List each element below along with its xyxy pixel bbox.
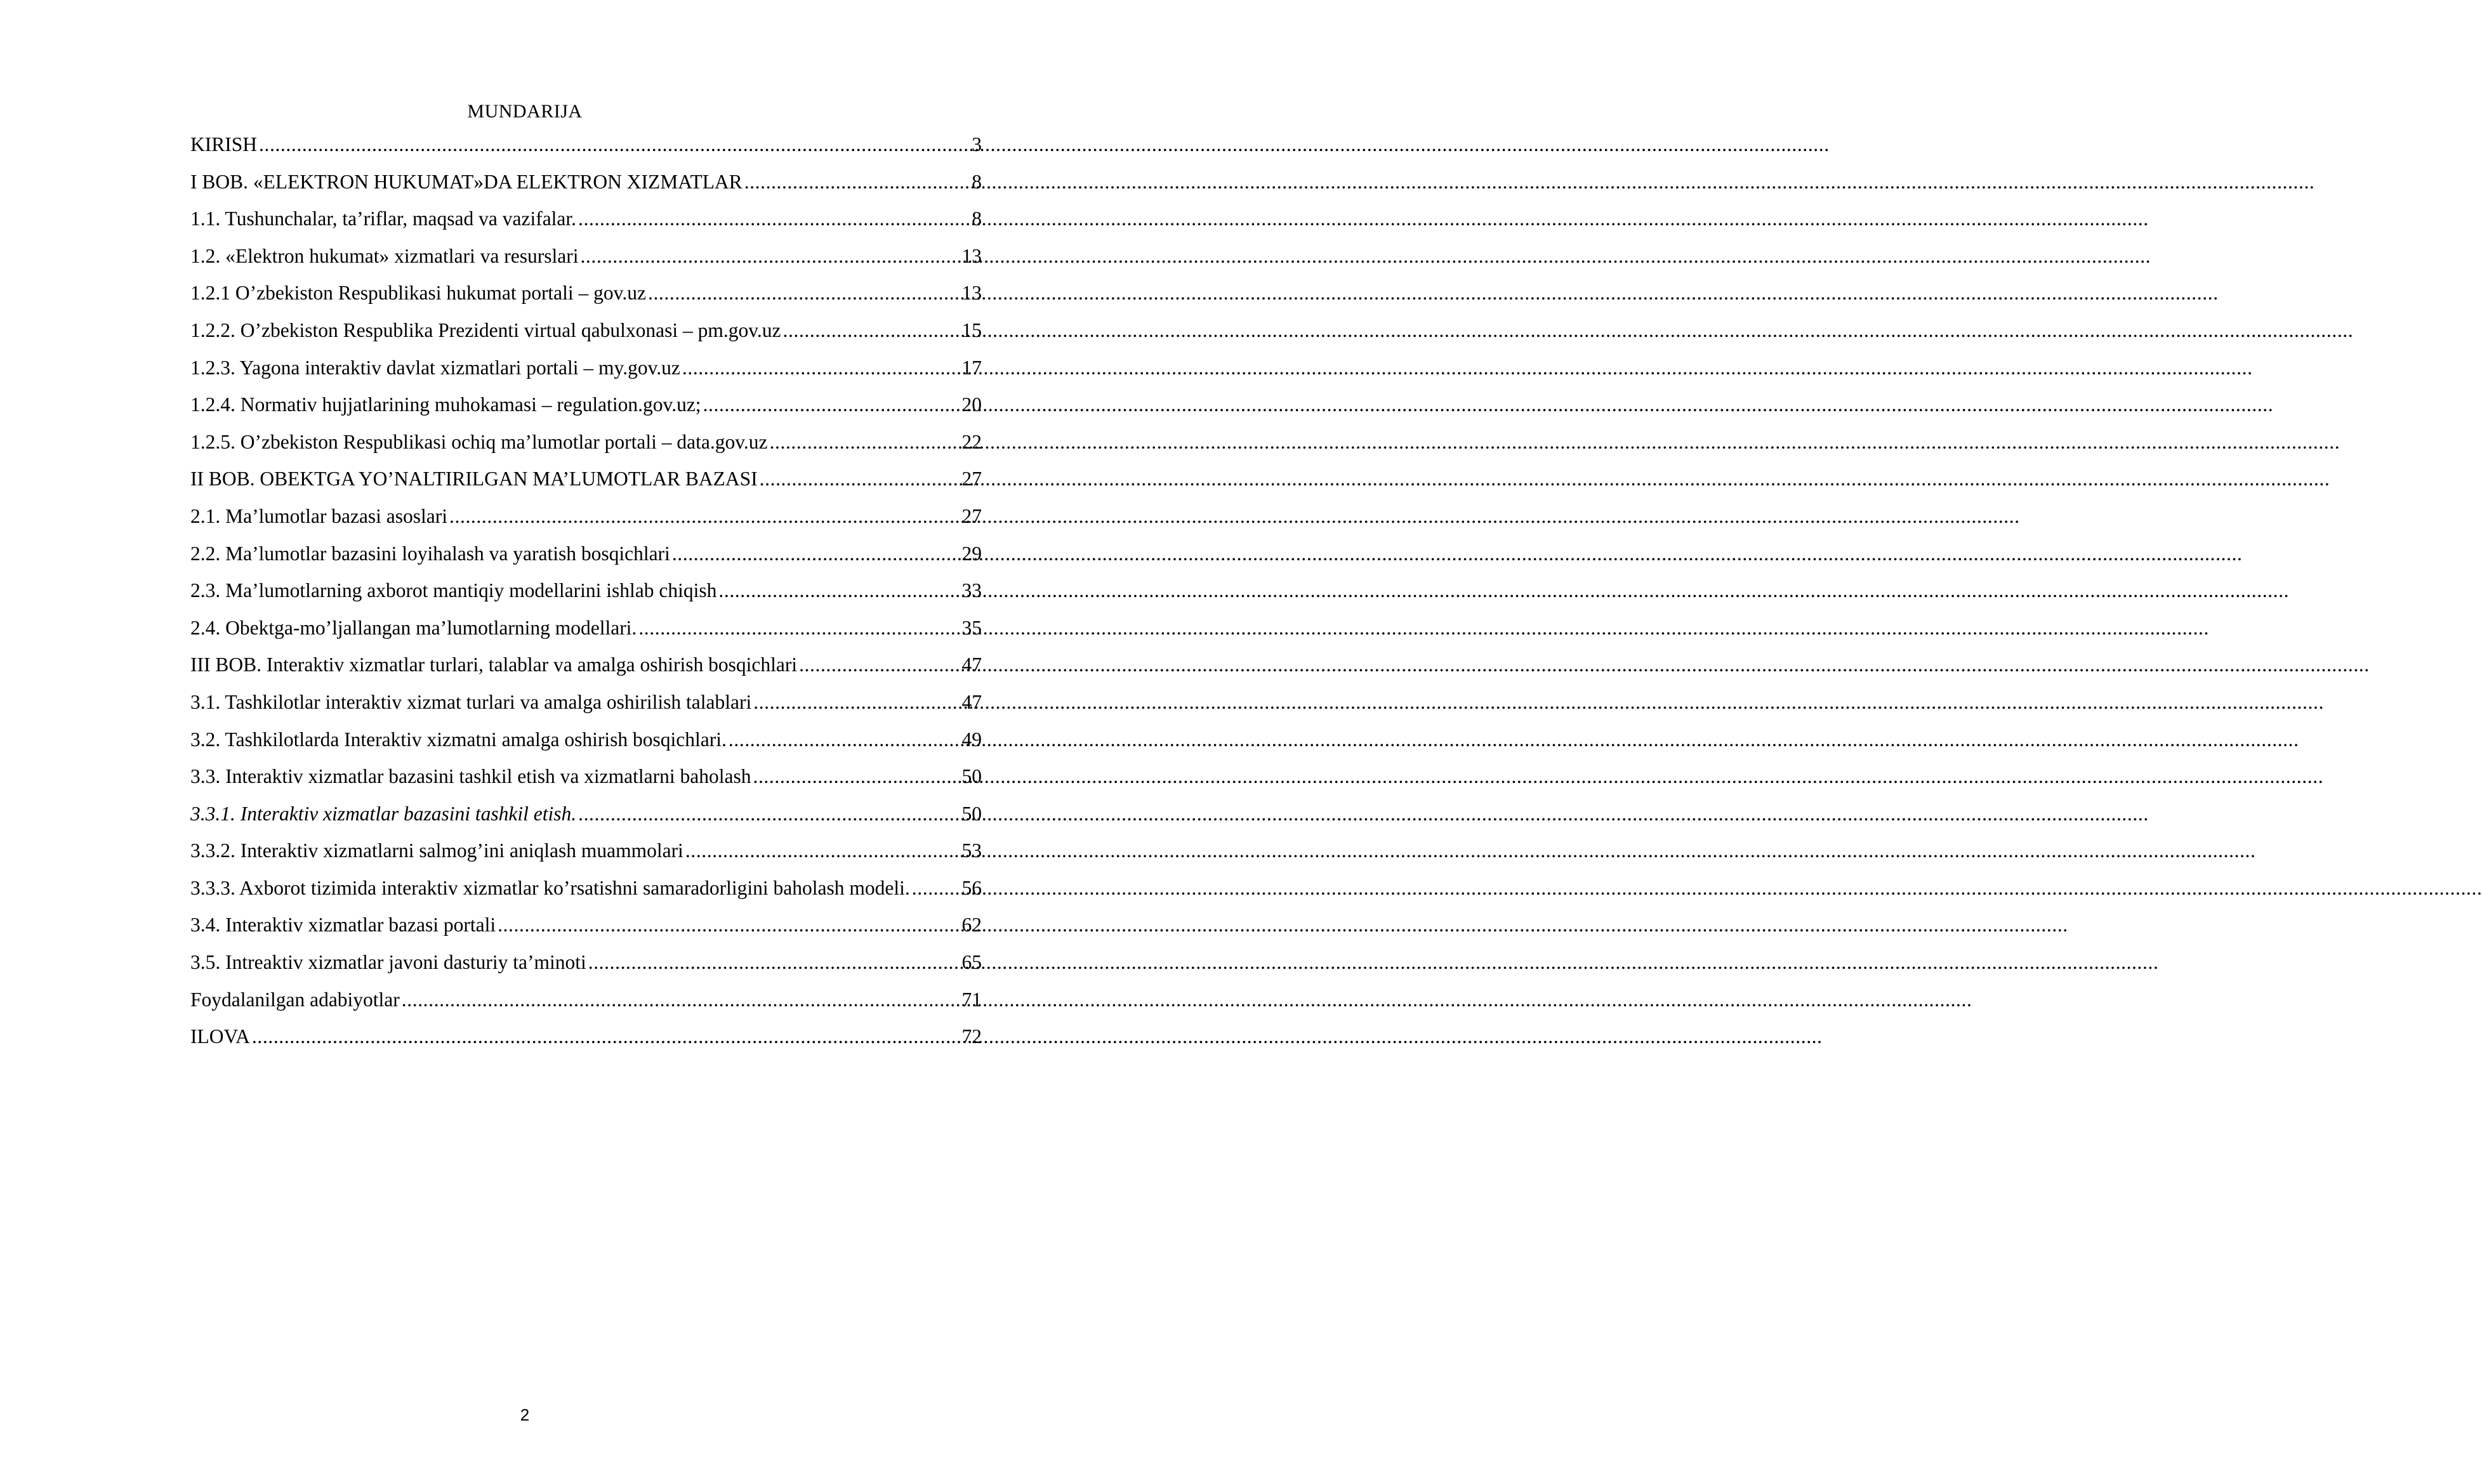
toc-entry-title: ILOVA	[190, 1025, 250, 1048]
toc-entry-page: 17	[961, 356, 982, 379]
toc-entry-page: 8	[972, 207, 982, 230]
toc-entry-page: 47	[961, 653, 982, 676]
toc-entry-title: 3.3.1. Interaktiv xizmatlar bazasini tashkil etish.	[190, 802, 577, 825]
toc-entry-title: 1.2. «Elektron hukumat» xizmatlari va resurslari	[190, 244, 579, 267]
toc-dot-leader	[703, 391, 962, 419]
toc-entry[interactable]	[190, 837, 982, 874]
toc-entry-title: 1.2.2. O’zbekiston Respublika Prezidenti virtual qabulxonasi – pm.gov.uz	[190, 318, 781, 341]
toc-entry-page: 56	[961, 876, 982, 899]
toc-dot-leader	[449, 502, 961, 530]
toc-dot-leader	[685, 837, 962, 865]
toc-entry[interactable]	[190, 502, 982, 540]
toc-entry[interactable]	[190, 651, 982, 688]
toc-entry-title: 3.1. Tashkilotlar interaktiv xizmat turlari va amalga oshirilish talablari	[190, 690, 752, 713]
toc-entry-page: 50	[961, 802, 982, 825]
toc-entry[interactable]	[190, 279, 982, 317]
toc-entry-title: 3.3.2. Interaktiv xizmatlarni salmog’ini aniqlash muammolari	[190, 839, 683, 862]
toc-entry-page: 29	[961, 542, 982, 565]
toc-entry-page: 65	[961, 951, 982, 974]
toc-entry-title: 3.4. Interaktiv xizmatlar bazasi portali	[190, 914, 496, 936]
toc-entry[interactable]	[190, 614, 982, 652]
toc-entry[interactable]	[190, 726, 982, 763]
toc-entry[interactable]	[190, 354, 982, 391]
toc-entry-title: 1.2.4. Normativ hujjatlarining muhokamasi – regulation.gov.uz;	[190, 393, 701, 416]
toc-entry[interactable]	[190, 688, 982, 726]
toc-dot-leader	[718, 577, 961, 605]
toc-entry-page: 53	[961, 839, 982, 862]
toc-entry[interactable]	[190, 911, 982, 949]
toc-entry-page: 27	[961, 468, 982, 490]
toc-dot-leader	[753, 763, 961, 791]
toc-entry-title: Foydalanilgan adabiyotlar	[190, 988, 400, 1011]
toc-entry-page: 20	[961, 393, 982, 416]
toc-dot-leader	[402, 986, 962, 1014]
toc-entry-title: 2.4. Obektga-mo’ljallangan ma’lumotlarning modellari.	[190, 616, 637, 639]
toc-entry-title: 2.1. Ma’lumotlar bazasi asoslari	[190, 504, 448, 527]
toc-entry[interactable]	[190, 874, 982, 912]
toc-entry[interactable]	[190, 168, 982, 206]
toc-dot-leader	[760, 465, 962, 493]
toc-entry-page: 62	[961, 914, 982, 936]
toc-entry-title: 2.3. Ma’lumotlarning axborot mantiqiy modellarini ishlab chiqish	[190, 579, 717, 602]
toc-entry-page: 33	[961, 579, 982, 602]
toc-entry[interactable]	[190, 131, 982, 168]
toc-entry[interactable]	[190, 1023, 982, 1060]
toc-entry-title: I BOB. «ELEKTRON HUKUMAT»DA ELEKTRON XIZMATLAR	[190, 170, 743, 193]
page-title: MUNDARIJA	[467, 101, 583, 122]
toc-entry-page: 3	[972, 133, 982, 155]
toc-entry[interactable]	[190, 428, 982, 466]
toc-entry[interactable]	[190, 763, 982, 800]
toc-entry-title: 2.2. Ma’lumotlar bazasini loyihalash va yaratish bosqichlari	[190, 542, 670, 565]
toc-entry-page: 13	[961, 244, 982, 267]
toc-dot-leader	[259, 131, 972, 159]
toc-entry-page: 49	[961, 728, 982, 751]
toc-entry-page: 71	[961, 988, 982, 1011]
toc-entry[interactable]	[190, 577, 982, 614]
toc-dot-leader	[672, 540, 962, 568]
toc-entry-page: 47	[961, 690, 982, 713]
toc-dot-leader	[498, 911, 961, 939]
toc-entry[interactable]	[190, 465, 982, 502]
toc-dot-leader	[770, 428, 962, 456]
toc-entry-title: 1.1. Tushunchalar, ta’riflar, maqsad va vazifalar.	[190, 207, 577, 230]
toc-entry[interactable]	[190, 800, 982, 837]
toc-entry[interactable]	[190, 242, 982, 280]
toc-dot-leader	[648, 279, 962, 307]
toc-entry-title: KIRISH	[190, 133, 258, 155]
toc-entry-page: 72	[961, 1025, 982, 1048]
toc-entry-title: III BOB. Interaktiv xizmatlar turlari, talablar va amalga oshirish bosqichlari	[190, 653, 798, 676]
toc-dot-leader	[753, 688, 961, 716]
toc-entry-page: 50	[961, 765, 982, 788]
table-of-contents	[190, 131, 982, 1060]
toc-entry-page: 22	[961, 430, 982, 453]
toc-dot-leader	[638, 614, 961, 642]
toc-dot-leader	[252, 1023, 962, 1051]
toc-entry-page: 8	[972, 170, 982, 193]
toc-dot-leader	[682, 354, 962, 382]
toc-dot-leader	[783, 317, 962, 345]
toc-entry-title: 3.3.3. Axborot tizimida interaktiv xizmatlar ko’rsatishni samaradorligini baholash modeli.	[190, 876, 910, 899]
toc-entry-title: II BOB. OBEKTGA YO’NALTIRILGAN MA’LUMOTLAR BAZASI	[190, 468, 758, 490]
toc-dot-leader	[729, 726, 962, 754]
page-number: 2	[520, 1405, 530, 1424]
toc-entry-title: 1.2.1 O’zbekiston Respublikasi hukumat portali – gov.uz	[190, 282, 646, 305]
toc-dot-leader	[580, 242, 961, 270]
toc-entry[interactable]	[190, 949, 982, 986]
toc-entry-title: 3.2. Tashkilotlarda Interaktiv xizmatni amalga oshirish bosqichlari.	[190, 728, 727, 751]
toc-dot-leader	[799, 651, 961, 679]
toc-entry-title: 1.2.3. Yagona interaktiv davlat xizmatlari portali – my.gov.uz	[190, 356, 680, 379]
toc-entry-page: 35	[961, 616, 982, 639]
toc-entry-title: 1.2.5. O’zbekiston Respublikasi ochiq ma’lumotlar portali – data.gov.uz	[190, 430, 768, 453]
toc-entry[interactable]	[190, 205, 982, 242]
toc-dot-leader	[912, 874, 962, 902]
toc-entry[interactable]	[190, 391, 982, 428]
toc-dot-leader	[588, 949, 962, 976]
toc-entry[interactable]	[190, 986, 982, 1023]
toc-entry[interactable]	[190, 317, 982, 354]
toc-entry-page: 13	[961, 282, 982, 305]
toc-entry-page: 27	[961, 504, 982, 527]
toc-dot-leader	[578, 800, 961, 828]
toc-dot-leader	[578, 205, 972, 233]
toc-entry[interactable]	[190, 540, 982, 577]
toc-entry-title: 3.5. Intreaktiv xizmatlar javoni dasturiy ta’minoti	[190, 951, 586, 974]
toc-entry-page: 15	[961, 318, 982, 341]
toc-entry-title: 3.3. Interaktiv xizmatlar bazasini tashkil etish va xizmatlarni baholash	[190, 765, 751, 788]
toc-dot-leader	[744, 168, 972, 196]
